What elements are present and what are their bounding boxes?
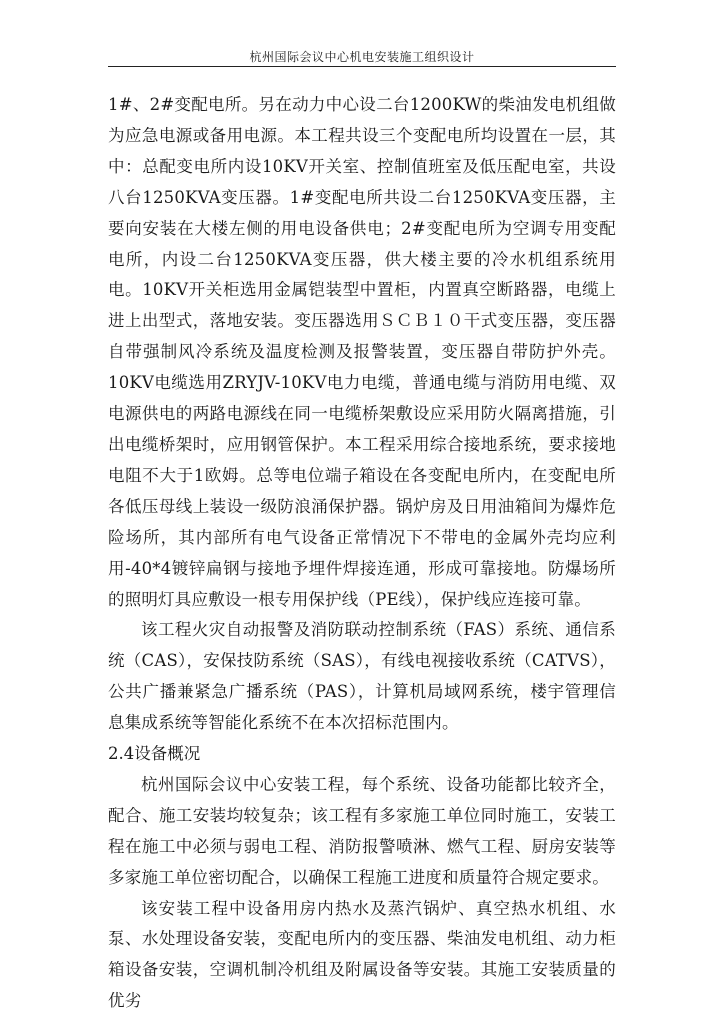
paragraph-substations: 1#、2#变配电所。另在动力中心设二台1200KW的柴油发电机组做为应急电源或备用电源。本工程共设三个变配电所均设置在一层，其中：总配变电所内设10KV开关室、控制值班室及低压配电室，共设八台1250KVA变压器。1#变配电所共设二台1250KVA变压器，主要向安装在大楼左侧的用电设备供电；2#变配电所为空调专用变配电所，内设二台1250KVA变压器，供大楼主要的冷水机组系统用电。10KV开关柜选用金属铠装型中置柜，内置真空断路器，电缆上进上出型式，落地安装。变压器选用ＳＣＢ１０干式变压器，变压器自带强制风冷系统及温度检测及报警装置，变压器自带防护外壳。10KV电缆选用ZRYJV-10KV电力电缆，普通电缆与消防用电缆、双电源供电的两路电源线在同一电缆桥架敷设应采用防火隔离措施，引出电缆桥架时，应用钢管保护。本工程采用综合接地系统，要求接地电阻不大于1欧姆。总等电位端子箱设在各变配电所内，在变配电所各低压母线上装设一级防浪涌保护器。锅炉房及日用油箱间为爆炸危险场所，其内部所有电气设备正常情况下不带电的金属外壳均应利用-40*4镀锌扁钢与接地予埋件焊接连通，形成可靠接地。防爆场所的照明灯具应敷设一根专用保护线（PE线），保护线应连接可靠。 <box>108 95 616 609</box>
header-title: 杭州国际会议中心机电安装施工组织设计 <box>249 50 475 64</box>
paragraph-intelligent-systems: 该工程火灾自动报警及消防联动控制系统（FAS）系统、通信系统（CAS），安保技防系统（SAS），有线电视接收系统（CATVS），公共广播兼紧急广播系统（PAS），计算机局域网系统，楼宇管理信息集成系统等智能化系统不在本次招标范围内。 <box>108 620 616 733</box>
paragraph-equipment-installation: 该安装工程中设备用房内热水及蒸汽锅炉、真空热水机组、水泵、水处理设备安装，变配电所内的变压器、柴油发电机组、动力柜箱设备安装，空调机制冷机组及附属设备等安装。其施工安装质量的优劣 <box>108 898 616 1011</box>
paragraph-equipment-overview: 杭州国际会议中心安装工程，每个系统、设备功能都比较齐全，配合、施工安装均较复杂；该工程有多家施工单位同时施工，安装工程在施工中必须与弱电工程、消防报警喷淋、燃气工程、厨房安装等多家施工单位密切配合，以确保工程施工进度和质量符合规定要求。 <box>108 774 616 887</box>
document-body <box>108 90 616 1017</box>
page-header <box>108 46 616 67</box>
section-heading: 2.4设备概况 <box>108 744 201 764</box>
